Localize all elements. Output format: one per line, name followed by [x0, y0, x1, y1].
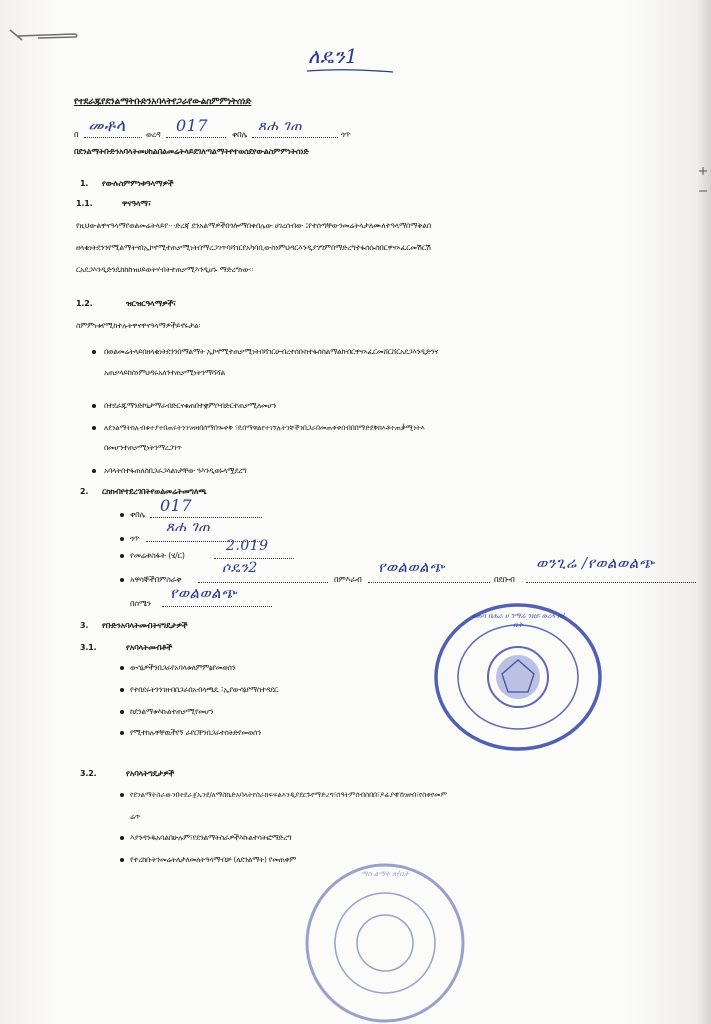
bullet-dot: [92, 426, 96, 430]
section-3-number: 3.: [80, 621, 89, 630]
bullet-text: በመሆንተጠቃሚነትንማረጋገጥ: [104, 443, 182, 452]
field-blank: [198, 574, 328, 583]
bullet-text: በወልመሬትላይበዘላቂነትደንንበማልማት ኢኮኖሚተጠቃሚነትበሻገርሁብረተሰቡከተፋሰስልማልከብርዋናኣፈርመሸርሸርአደጋእንዲድንና: [104, 347, 439, 356]
section-2-title: ርክክብየተደረገበትየወልመሬትመግለጫ: [102, 487, 207, 496]
bullet-dot: [120, 578, 124, 582]
bullet-text: አባላትበተፋጠለስበጋራጋላልነታቸው ጓእንዲወኑላሟደረግ: [104, 466, 247, 475]
handwritten-value: የወልወልጭ: [378, 558, 445, 576]
stamp-text: ቁጠባ በሐራ ሀ ገማሬ ንዘይ ወረዳ ጽ/ቤት: [471, 612, 565, 629]
section-2-number: 2.: [80, 487, 89, 496]
page-number-handwritten: ለዴን1: [308, 44, 359, 68]
corner-mark-icon: [699, 160, 707, 168]
bullet-dot: [92, 404, 96, 408]
handwritten-value: 2.019: [226, 538, 269, 554]
handwritten-kebele: 017: [176, 116, 209, 135]
bullet-text: የተበደሩትንንገዘብበጋራበአብላጫዴ ፣ኢየውሳኔየማስተዳደር: [130, 685, 278, 694]
section-1-1-number: 1.1.: [76, 199, 93, 208]
bullet-dot: [120, 793, 124, 797]
section-1-2-title: ዝርዝርዓላማዎች፣: [126, 299, 176, 308]
bullet-text: ከደንልማቱእኩልተጠቃሚየመሆን: [130, 707, 214, 716]
bullet-dot: [120, 836, 124, 840]
page-number-underline: [305, 68, 395, 74]
woreda-label: ወረዳ: [146, 130, 161, 139]
bullet-text: የደንልማትስራውንበተደራጀኡንደ/ለማስኬድአባላትየስራክፍፍልእንዲያደርጉየማድረግ፣ሰዓትምሰብሰበበ፣ዶፊያዊኸገዘብ፣የስቀየመም: [130, 790, 447, 799]
bullet-dot: [92, 469, 96, 473]
document-subtitle: በደንልማትቡድንአባላትመሀከልበልመሬትላይደገለጣልማትየተወሰደየውልስምምነትሰነድ: [74, 147, 309, 156]
handwritten-value: 017: [160, 496, 193, 515]
paragraph-line: ዘላቂነትደንንየሚልማትናበኢኮኖሚተጠቃሚነትበማረጋገጥባሻገርየአካባቢውስነምህዳርእንዲያገግምበማድረግተፋሰሱስበርዋናኣፈርመሽርሽ: [76, 243, 431, 252]
field-label: በደቡብ: [494, 575, 515, 584]
section-3-2-title: የአባላትግዴታዎች: [126, 769, 174, 778]
bullet-text: በተደራጁማንድኮኒታማራብድርናቁጠበተቋምቦብድርተጠቃሚለመሆን: [104, 401, 276, 410]
bullet-dot: [120, 731, 124, 735]
bullet-text: ለደንልማትከሉብቁተያተበጠሩትንንገዛዛበሰማበጐቀቅ ፣ዴበማዋልየተገኘሉትንቸችንበጋራበመጠቀቀበብበበማድደቅከእቶተጠቃሚነትእ: [104, 423, 425, 432]
bullet-dot: [120, 666, 124, 670]
bullet-text: ውሳኔዎችንበጋራየአባላቱለምምፅየመወሰን: [130, 663, 236, 672]
field-label: በሰሜን: [130, 599, 151, 608]
bullet-dot: [120, 537, 124, 541]
field-label: ጎጥ: [130, 534, 140, 543]
section-1-1-title: ዋናዓላማ፣: [122, 199, 151, 208]
paragraph-line: ርአደጋእንዲድንዴከከከዝሀይወትሃብትተጠቃሚእንዲሆኑ ማድረግነው።: [76, 265, 254, 274]
stamp-seal-icon: [300, 858, 470, 1024]
line-prefix: በ: [74, 130, 79, 139]
handwritten-value: የወልወልጭ: [170, 584, 237, 602]
handwritten-got: ጸሐ ገጠ: [258, 118, 303, 134]
paper-clip-icon: [8, 28, 78, 42]
section-3-1-number: 3.1.: [80, 643, 97, 652]
section-3-title: የቡድንአባላትመብትናግዴታዎች: [102, 621, 188, 630]
handwritten-woreda: መቶላ: [88, 116, 126, 136]
bullet-dot: [92, 350, 96, 354]
handwritten-value: ወንጊሬ /የወልወልጭ: [536, 554, 655, 572]
page-edge-shadow: [697, 0, 711, 1024]
document-title: የተደራጁየደንልማትቡድንአባላትየጋራየውልስምምነትሰነድ: [74, 97, 252, 107]
bullet-dot: [120, 858, 124, 862]
section-1-number: 1.: [80, 179, 89, 188]
bullet-dot: [120, 688, 124, 692]
section-1-2-intro: ስምምነቱየሚከተሉትዋናዋናዓላማዎችይኖሩታል፡: [76, 321, 201, 330]
field-label: በምእራብ: [334, 575, 362, 584]
bullet-dot: [120, 513, 124, 517]
official-stamp: [432, 602, 604, 752]
bullet-text: ሬጥ: [130, 812, 141, 821]
stamp-text: ማስ ልማት ጽ/ቤት: [360, 870, 410, 878]
section-1-title: የውሉስምምነቱዓላማዎች: [102, 179, 174, 188]
bullet-dot: [120, 710, 124, 714]
bullet-dot: [120, 554, 124, 558]
section-3-1-title: የአባላትመብቶች: [126, 643, 172, 652]
section-3-2-number: 3.2.: [80, 769, 97, 778]
field-blank: [526, 574, 696, 583]
field-label: ቀበሌ: [130, 510, 146, 519]
bullet-text: የተረከቡትንመሬትለታለመለትዓላማብቻ (ለደንልማት) የመጠቀም: [130, 855, 297, 864]
faded-stamp: [300, 858, 470, 1024]
field-label: የመሬቱስፋት (ሄ/ር): [130, 551, 185, 560]
section-1-2-number: 1.2.: [76, 299, 93, 308]
handwritten-value: ጸሐ ገጠ: [166, 519, 211, 535]
bullet-text: የሚተከሉዋቸዉችየኝ ራየርቸንበጋራተሰትድየመወሰን: [130, 728, 261, 737]
bullet-text: አጠቃላይከስነምህዳሩአለንተጠቃሚነትንማሻሻል: [104, 368, 226, 377]
kebele-label: ቀበሌ: [232, 130, 248, 139]
paragraph-line: የዚህውልዋናዓላማየወልመሬትላይየ⋯ድረጃ ደንአልማዎችበጎሎማበቀበሌው ሀገረሰብው ፤የተሰጣቸውንመሬትላታለሙለተዓላማበማቅልበ: [76, 221, 431, 230]
bullet-text: እያንዳንዱአባልበሁሉም፣የደንልማትስራዎችእኩልተሳትፎማድረግ: [130, 833, 292, 842]
handwritten-value: ሶዴን2: [222, 560, 258, 576]
corner-mark-icon: [699, 180, 707, 188]
got-label: ጎጥ: [341, 130, 351, 139]
field-label: አዋሳኞችበምስራቅ: [130, 575, 182, 584]
